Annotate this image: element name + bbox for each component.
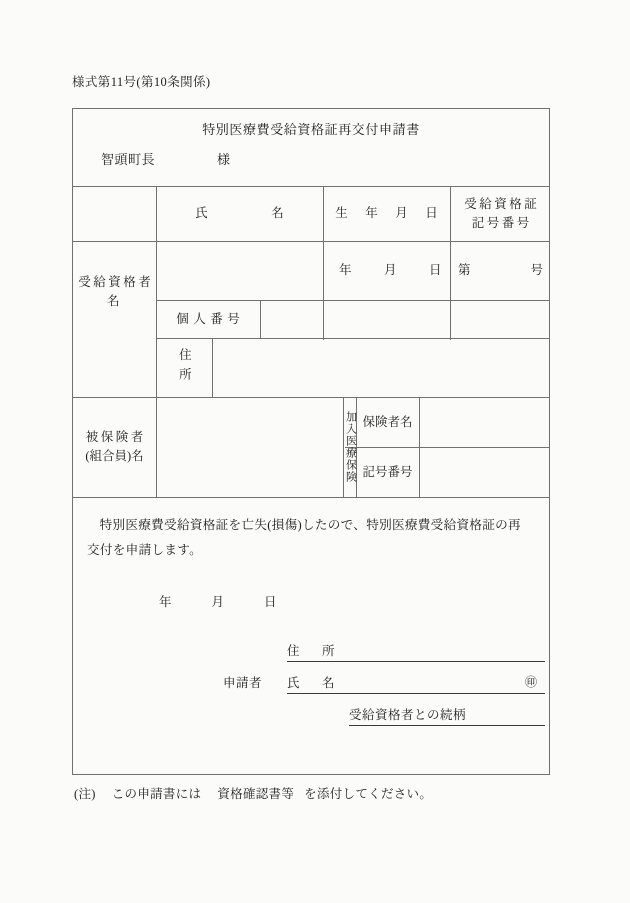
signature-relation-row	[73, 701, 549, 733]
insurer-symbol-input-cell[interactable]	[419, 447, 551, 497]
signature-name-input[interactable]	[287, 693, 545, 694]
signature-address-input[interactable]	[287, 661, 545, 662]
signature-name-row	[73, 669, 549, 701]
insurance-vertical-label	[343, 397, 356, 497]
signature-block	[73, 637, 549, 733]
applicant-label: 申請者	[223, 676, 263, 690]
insurance-vertical-label-text: 加入医療保険	[344, 411, 357, 483]
date-month-label: 月	[211, 595, 225, 609]
footer-note	[74, 784, 432, 802]
signature-name-label: 氏 名	[287, 676, 340, 690]
column-header-name-text: 氏 名	[195, 206, 291, 221]
insurer-symbol-label-text: 記号番号	[362, 464, 413, 479]
cert-number-suffix: 号	[530, 263, 543, 278]
footer-note-text-after: を添付してください。	[304, 787, 433, 801]
birthdate-input-cell[interactable]	[323, 241, 450, 300]
birthdate-placeholder-text: 年 月 日	[338, 263, 444, 278]
form-number: 様式第11号(第10条関係)	[72, 75, 211, 89]
application-form-frame	[72, 108, 550, 775]
column-header-cert-number-line1: 受給資格証	[464, 196, 540, 211]
signature-relation-label: 受給資格者との続柄	[349, 708, 467, 722]
page-title: 特別医療費受給資格証再交付申請書	[202, 122, 420, 137]
column-header-name	[156, 186, 323, 241]
recipient-name-label	[73, 186, 156, 397]
insured-person-input-cell[interactable]	[156, 397, 343, 497]
footer-note-prefix: (注)	[74, 787, 96, 801]
address-input-cell[interactable]	[212, 338, 551, 397]
insurer-name-label-text: 保険者名	[362, 414, 413, 429]
insurer-name-input-cell[interactable]	[419, 397, 551, 447]
address-label	[156, 338, 212, 397]
footer-note-text-before: この申請書には	[111, 787, 202, 801]
addressee-honorific: 様	[217, 152, 231, 167]
recipient-name-label-line1: 受給資格者名	[78, 274, 154, 308]
seal-icon: ㊞	[525, 675, 538, 689]
signature-address-row	[73, 637, 549, 669]
addressee	[101, 149, 231, 168]
insured-person-label-line2: (組合員)名	[85, 449, 144, 463]
column-header-birthdate	[323, 186, 450, 241]
rule-below-insured-block	[73, 497, 549, 498]
date-day-label: 日	[264, 595, 277, 609]
address-label-text: 住所	[177, 348, 192, 387]
insurer-symbol-label	[356, 447, 419, 497]
insured-person-label-line1: 被保険者	[85, 430, 146, 445]
my-number-label	[156, 300, 260, 338]
signature-relation-input[interactable]	[349, 725, 545, 726]
footer-note-attachment: 資格確認書等	[217, 787, 295, 801]
signature-address-label: 住 所	[287, 644, 340, 658]
column-header-cert-number-line2: 記号番号	[471, 215, 532, 230]
insurer-name-label	[356, 397, 419, 447]
cert-number-input-cell[interactable]	[450, 241, 551, 300]
cert-number-prefix: 第	[458, 263, 471, 278]
date-year-label: 年	[159, 595, 172, 609]
column-header-birthdate-text: 生 年 月 日	[335, 206, 441, 221]
my-number-label-text: 個人番号	[176, 311, 245, 326]
my-number-input-cell[interactable]	[260, 300, 551, 338]
application-date-line[interactable]	[159, 592, 277, 610]
name-input-cell[interactable]	[156, 241, 323, 300]
insured-person-label	[73, 397, 156, 497]
declaration-text: 特別医療費受給資格証を亡失(損傷)したので、特別医療費受給資格証の再交付を申請します。	[87, 518, 521, 558]
addressee-name: 智頭町長	[101, 152, 156, 167]
column-header-cert-number	[450, 186, 551, 241]
